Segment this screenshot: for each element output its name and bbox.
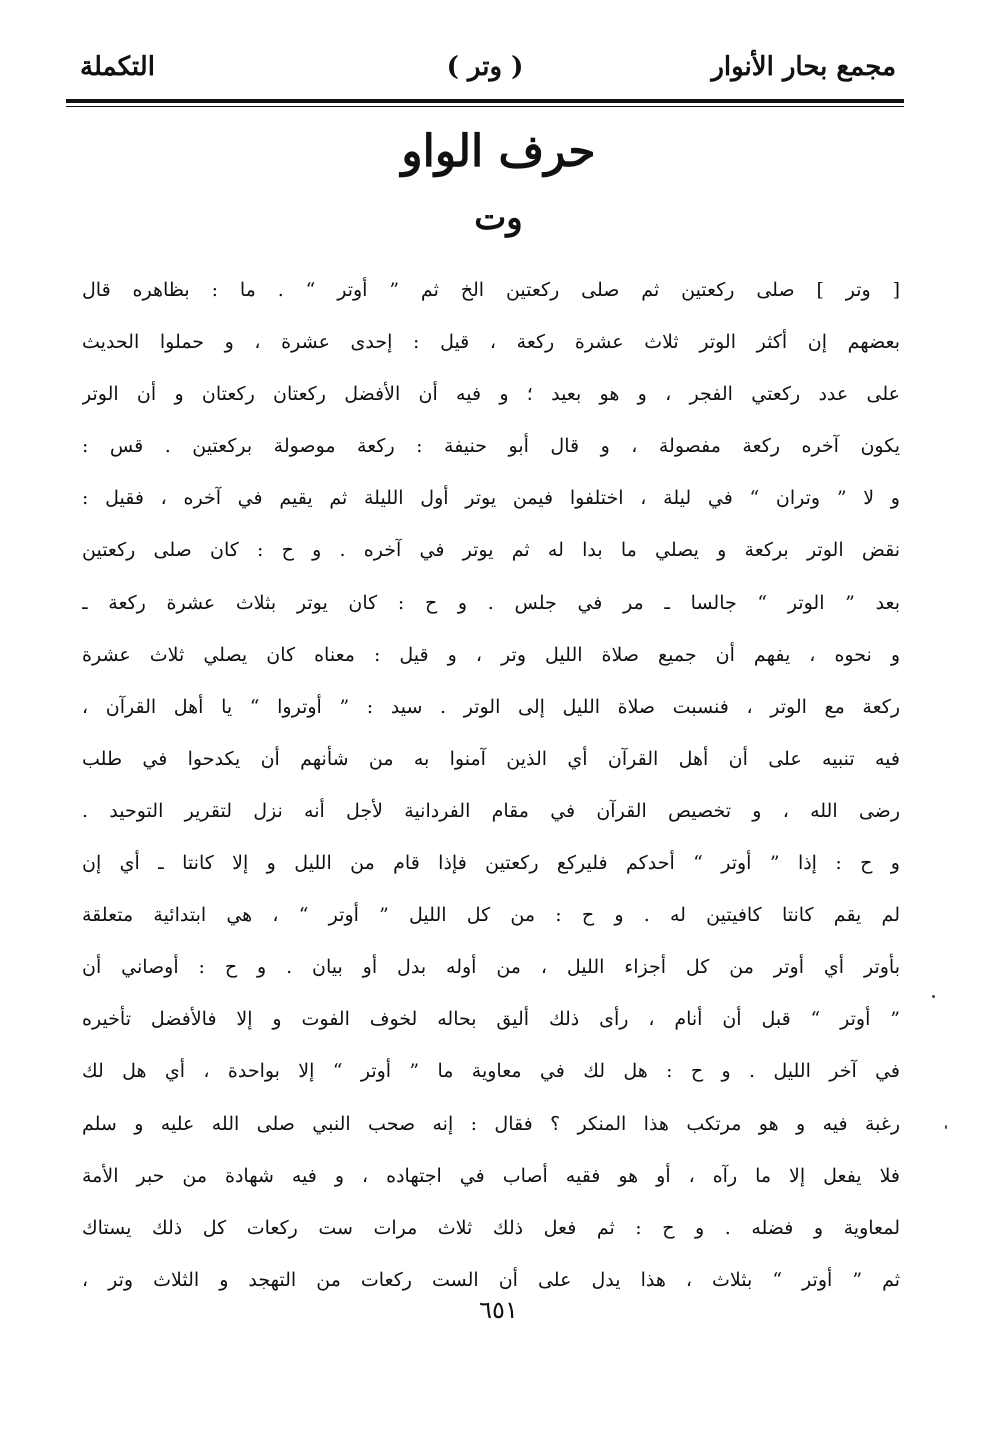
text-line: و لا ” وتران “ في ليلة ، اختلفوا فيمن يوتر أول الليلة ثم يقيم في آخره ، فقيل : xyxy=(82,487,900,510)
part-label: التكملة xyxy=(80,52,155,82)
text-line: رضى الله ، و تخصيص القرآن في مقام الفردانية لأجل أنه نزل لتقرير التوحيد . xyxy=(82,799,900,822)
text-line: فيه تنبيه على أن أهل القرآن أي الذين آمنوا به من شأنهم أن يكدحوا في طلب xyxy=(82,747,900,770)
header-rule-thin xyxy=(66,106,904,107)
header-rule-thick xyxy=(66,99,904,103)
text-line: و ح : إذا ” أوتر “ أحدكم فليركع ركعتين فإذا قام من الليل و إلا كانتا ـ أي إن xyxy=(82,852,900,875)
root-title: وت xyxy=(474,198,523,238)
running-header xyxy=(66,52,904,96)
text-line: ثم ” أوتر “ بثلاث ، هذا يدل على أن الست ركعات من التهجد و الثلاث وتر ، xyxy=(82,1268,900,1291)
text-line: و نحوه ، يفهم أن جميع صلاة الليل وتر ، و قيل : معناه كان يصلي ثلاث عشرة xyxy=(82,643,900,666)
scan-speck xyxy=(945,1125,947,1129)
entry-root: ( وتر ) xyxy=(446,52,524,82)
body-text xyxy=(82,264,900,1306)
text-line: بأوتر أي أوتر من كل أجزاء الليل ، من أوله بدل أو بيان . و ح : أوصاني أن xyxy=(82,956,900,979)
chapter-title: حرف الواو xyxy=(401,126,596,177)
book-title: مجمع بحار الأنوار xyxy=(711,52,896,82)
text-line: ركعة مع الوتر ، فنسبت صلاة الليل إلى الوتر . سيد : ” أوتروا “ يا أهل القرآن ، xyxy=(82,695,900,718)
text-line: فلا يفعل إلا ما رآه ، أو هو فقيه أصاب في اجتهاده ، و فيه شهادة من حبر الأمة xyxy=(82,1164,900,1187)
scan-speck xyxy=(932,995,935,998)
text-line: لمعاوية و فضله . و ح : ثم فعل ذلك ثلاث مرات ست ركعات كل ذلك يستاك xyxy=(82,1216,900,1239)
text-line: رغبة فيه و هو مرتكب هذا المنكر ؟ فقال : إنه صحب النبي صلى الله عليه و سلم xyxy=(82,1112,900,1135)
text-line: لم يقم كانتا كافيتين له . و ح : من كل الليل ” أوتر “ ، هي ابتدائية متعلقة xyxy=(82,904,900,927)
text-line: على عدد ركعتي الفجر ، و هو بعيد ؛ و فيه أن الأفضل ركعتان ركعتان و أن الوتر xyxy=(82,383,900,406)
text-line: بعد ” الوتر “ جالسا ـ مر في جلس . و ح : كان يوتر بثلاث عشرة ركعة ـ xyxy=(82,591,900,614)
text-line: ” أوتر “ قبل أن أنام ، رأى ذلك أليق بحاله لخوف الفوت و إلا فالأفضل تأخيره xyxy=(82,1008,900,1031)
text-line: بعضهم إن أكثر الوتر ثلاث عشرة ركعة ، قيل : إحدى عشرة ، و حملوا الحديث xyxy=(82,331,900,354)
text-line: [ وتر ] صلى ركعتين ثم صلى ركعتين الخ ثم ” أوتر “ . ما : بظاهره قال xyxy=(82,279,900,301)
page-number: ٦٥١ xyxy=(479,1296,518,1324)
text-line: في آخر الليل . و ح : هل لك في معاوية ما ” أوتر “ إلا بواحدة ، أي هل لك xyxy=(82,1060,900,1083)
text-line: نقض الوتر بركعة و يصلي ما بدا له ثم يوتر في آخره . و ح : كان صلى ركعتين xyxy=(82,539,900,562)
text-line: يكون آخره ركعة مفصولة ، و قال أبو حنيفة : ركعة موصولة بركعتين . قس : xyxy=(82,435,900,458)
